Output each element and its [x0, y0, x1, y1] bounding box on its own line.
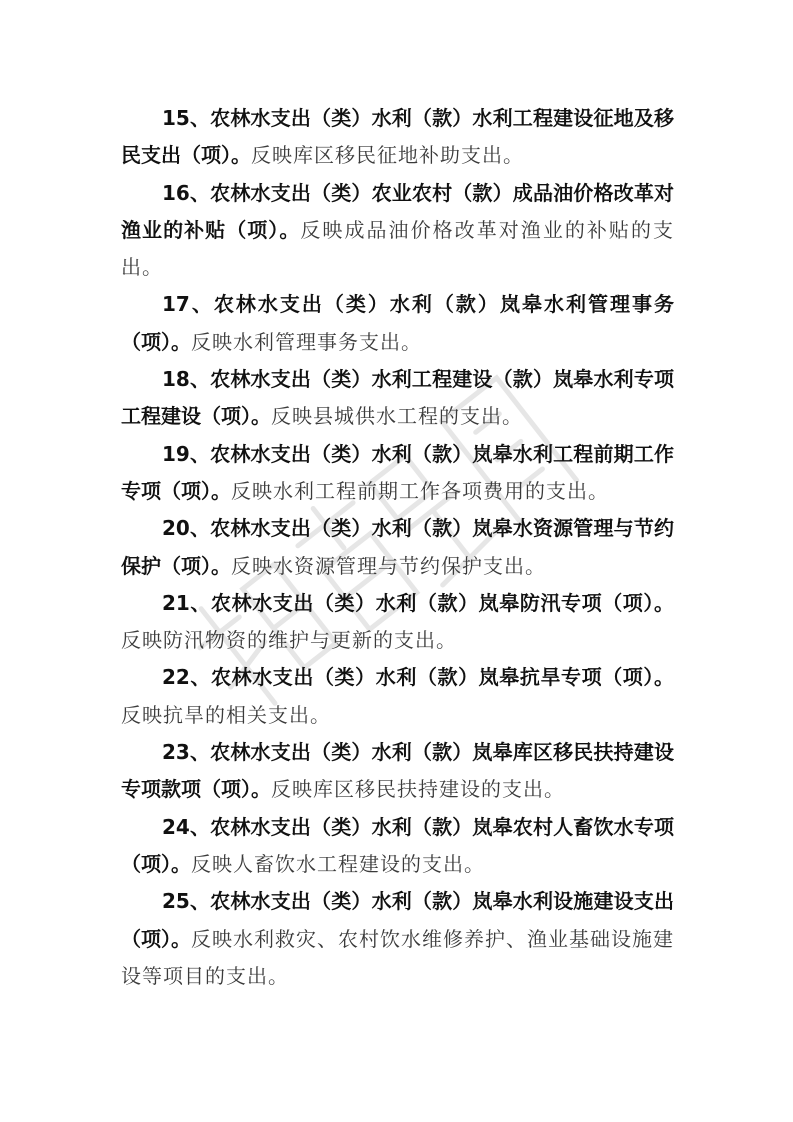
list-item [121, 175, 674, 287]
item-title: 19、农林水支出（类）水利（款）岚皋水利工程前期工作专项（项）。 [121, 441, 674, 503]
item-title: 18、农林水支出（类）水利工程建设（款）岚皋水利专项工程建设（项）。 [121, 367, 674, 429]
item-title: 15、农林水支出（类）水利（款）水利工程建设征地及移民支出（项）。 [121, 106, 674, 168]
item-title: 20、农林水支出（类）水利（款）岚皋水资源管理与节约保护（项）。 [121, 516, 674, 578]
item-title: 16、农林水支出（类）农业农村（款）成品油价格改革对渔业的补贴（项）。 [121, 180, 674, 242]
list-item [121, 659, 674, 734]
list-item [121, 734, 674, 809]
list-item [121, 100, 674, 175]
list-item [121, 510, 674, 585]
item-description: 反映库区移民扶持建设的支出。 [271, 777, 565, 802]
item-description: 反映水资源管理与节约保护支出。 [231, 553, 546, 578]
item-title: 25、农林水支出（类）水利（款）岚皋水利设施建设支出（项）。 [121, 889, 674, 951]
list-item [121, 436, 674, 511]
item-title: 24、农林水支出（类）水利（款）岚皋农村人畜饮水专项（项）。 [121, 814, 674, 876]
item-description: 反映水利救灾、农村饮水维修养护、渔业基础设施建设等项目的支出。 [121, 926, 674, 988]
list-item [121, 585, 674, 660]
item-title: 21、农林水支出（类）水利（款）岚皋防汛专项（项）。 [162, 590, 674, 615]
item-title: 17、农林水支出（类）水利（款）岚皋水利管理事务（项）。 [121, 292, 674, 354]
item-title: 22、农林水支出（类）水利（款）岚皋抗旱专项（项）。 [162, 665, 674, 690]
list-item [121, 361, 674, 436]
item-description: 反映水利工程前期工作各项费用的支出。 [231, 478, 609, 503]
item-description: 反映人畜饮水工程建设的支出。 [191, 851, 485, 876]
item-description: 反映防汛物资的维护与更新的支出。 [121, 628, 457, 653]
list-item [121, 809, 674, 884]
item-description: 反映抗旱的相关支出。 [121, 702, 331, 727]
item-description: 反映水利管理事务支出。 [191, 329, 422, 354]
item-description: 反映县城供水工程的支出。 [271, 404, 523, 429]
item-description: 反映库区移民征地补助支出。 [251, 143, 524, 168]
item-title: 23、农林水支出（类）水利（款）岚皋库区移民扶持建设专项款项（项）。 [121, 740, 674, 802]
list-item [121, 286, 674, 361]
item-description: 反映成品油价格改革对渔业的补贴的支出。 [121, 217, 675, 280]
content-body [121, 100, 674, 995]
list-item [121, 883, 674, 995]
